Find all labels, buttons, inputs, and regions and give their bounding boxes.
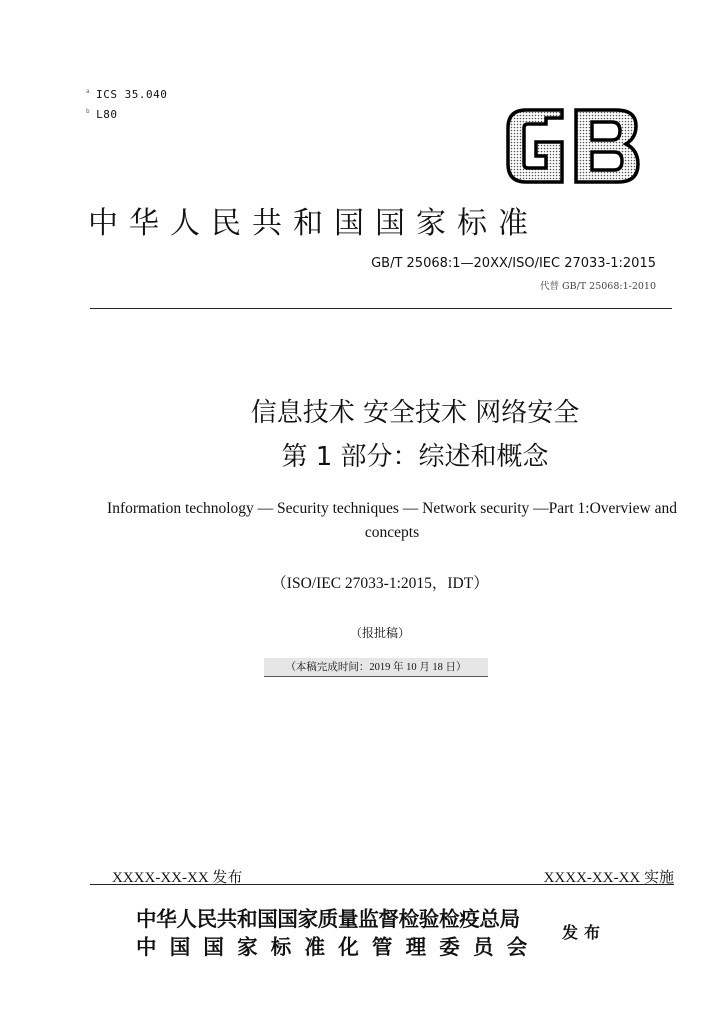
ccs-marker: b	[86, 108, 91, 115]
bottom-divider	[90, 884, 674, 885]
ccs-code-text: L80	[96, 108, 118, 121]
ccs-code	[86, 108, 118, 121]
title-cn-line-2: 第 1 部分：综述和概念	[281, 442, 549, 472]
issue-date: XXXX-XX-XX 发布	[112, 870, 243, 886]
completion-note: （本稿完成时间：2019 年 10 月 18 日）	[264, 658, 488, 677]
title-en: Information technology — Security techniques — Network security —Part 1:Overview and concepts	[107, 500, 677, 541]
ics-code	[86, 88, 167, 101]
ics-marker: a	[86, 88, 91, 95]
national-standard-title: 中华人民共和国国家标准	[88, 206, 539, 241]
issuer-sac: 中国国家标准化管理委员会	[136, 935, 541, 959]
standard-number: GB/T 25068:1—20XX/ISO/IEC 27033-1:2015	[371, 256, 656, 271]
publish-label: 发布	[562, 923, 607, 942]
draft-stage: （报批稿）	[349, 626, 410, 640]
title-cn-line-1: 信息技术 安全技术 网络安全	[250, 398, 580, 428]
iso-reference: （ISO/IEC 27033-1:2015，IDT）	[271, 575, 489, 592]
replaces-standard: 代替 GB/T 25068:1-2010	[540, 281, 656, 292]
implementation-date: XXXX-XX-XX 实施	[543, 870, 674, 886]
issuer-aqsiq: 中华人民共和国国家质量监督检验检疫总局	[136, 907, 520, 931]
top-divider	[90, 308, 672, 309]
gb-logo-graphic	[504, 108, 640, 184]
ics-code-text: ICS 35.040	[96, 88, 168, 101]
gb-logo	[504, 108, 640, 184]
